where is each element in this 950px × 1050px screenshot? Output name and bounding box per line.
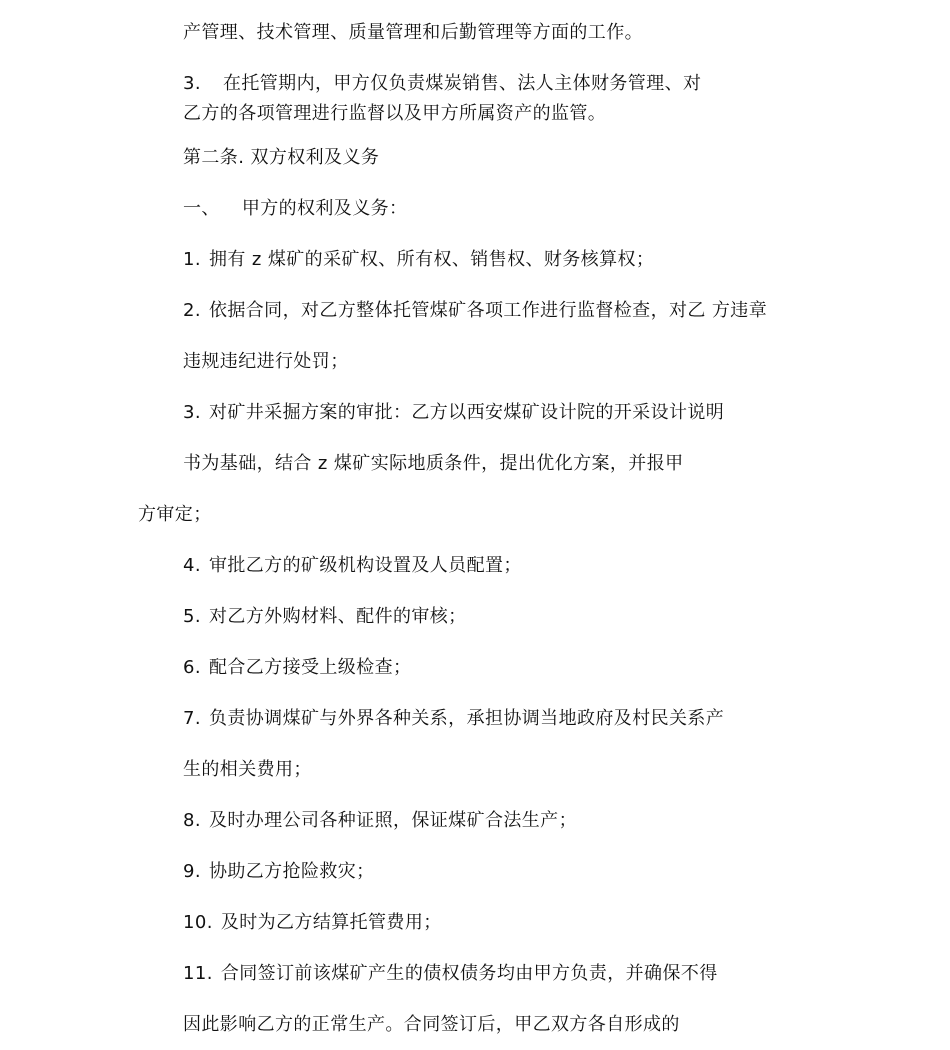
item-number: 5. — [183, 606, 201, 627]
numbered-item — [183, 299, 767, 323]
numbered-item — [183, 707, 724, 731]
numbered-item — [183, 809, 577, 833]
line-text: 因此影响乙方的正常生产。合同签订后，甲乙双方各自形成的 — [183, 1014, 680, 1035]
numbered-item — [183, 911, 442, 935]
item-number: 9. — [183, 861, 201, 882]
line-text: 依据合同，对乙方整体托管煤矿各项工作进行监督检查，对乙 方违章 — [208, 300, 768, 321]
numbered-item — [183, 860, 375, 884]
numbered-item — [183, 605, 467, 629]
line-text: 合同签订前该煤矿产生的债权债务均由甲方负责，并确保不得 — [220, 963, 718, 984]
line-text: 审批乙方的矿级机构设置及人员配置； — [208, 555, 522, 576]
numbered-paragraph — [183, 72, 701, 96]
item-number: 一、 — [183, 198, 220, 219]
text-line — [183, 102, 606, 126]
item-number: 8. — [183, 810, 201, 831]
numbered-item — [183, 401, 724, 425]
item-number: 4. — [183, 555, 201, 576]
item-number: 6. — [183, 657, 201, 678]
numbered-item — [183, 248, 654, 272]
text-line — [183, 1013, 680, 1037]
line-text: 协助乙方抢险救灾； — [208, 861, 375, 882]
section-heading — [183, 146, 379, 170]
line-text: 书为基础，结合 z 煤矿实际地质条件，提出优化方案，并报甲 — [183, 453, 684, 474]
item-number: 2. — [183, 300, 201, 321]
line-text: 负责协调煤矿与外界各种关系，承担协调当地政府及村民关系产 — [208, 708, 725, 729]
line-text: 生的相关费用； — [183, 759, 312, 780]
text-line — [183, 350, 349, 374]
item-number: 3. — [183, 402, 201, 423]
line-text: 拥有 z 煤矿的采矿权、所有权、销售权、财务核算权； — [208, 249, 655, 270]
item-number: 7. — [183, 708, 201, 729]
line-text: 产管理、技术管理、质量管理和后勤管理等方面的工作。 — [183, 22, 643, 43]
text-line — [138, 503, 212, 527]
subsection-heading — [183, 197, 407, 221]
line-text: 对矿井采掘方案的审批：乙方以西安煤矿设计院的开采设计说明 — [208, 402, 725, 423]
line-text: 乙方的各项管理进行监督以及甲方所属资产的监管。 — [183, 103, 607, 124]
text-line — [183, 21, 643, 45]
text-line — [183, 452, 684, 476]
line-text: 对乙方外购材料、配件的审核； — [208, 606, 467, 627]
line-text: 及时为乙方结算托管费用； — [220, 912, 442, 933]
item-number: 11. — [183, 963, 213, 984]
line-text: 第二条. 双方权利及义务 — [183, 147, 380, 168]
line-text: 在托管期内，甲方仅负责煤炭销售、法人主体财务管理、对 — [222, 73, 702, 94]
numbered-item — [183, 962, 718, 986]
item-number: 10. — [183, 912, 213, 933]
item-number: 1. — [183, 249, 201, 270]
line-text: 甲方的权利及义务： — [241, 198, 408, 219]
line-text: 方审定； — [138, 504, 212, 525]
line-text: 及时办理公司各种证照，保证煤矿合法生产； — [208, 810, 577, 831]
text-line — [183, 758, 312, 782]
numbered-item — [183, 554, 522, 578]
numbered-item — [183, 656, 411, 680]
item-number: 3. — [183, 73, 201, 94]
line-text: 违规违纪进行处罚； — [183, 351, 349, 372]
line-text: 配合乙方接受上级检查； — [208, 657, 412, 678]
